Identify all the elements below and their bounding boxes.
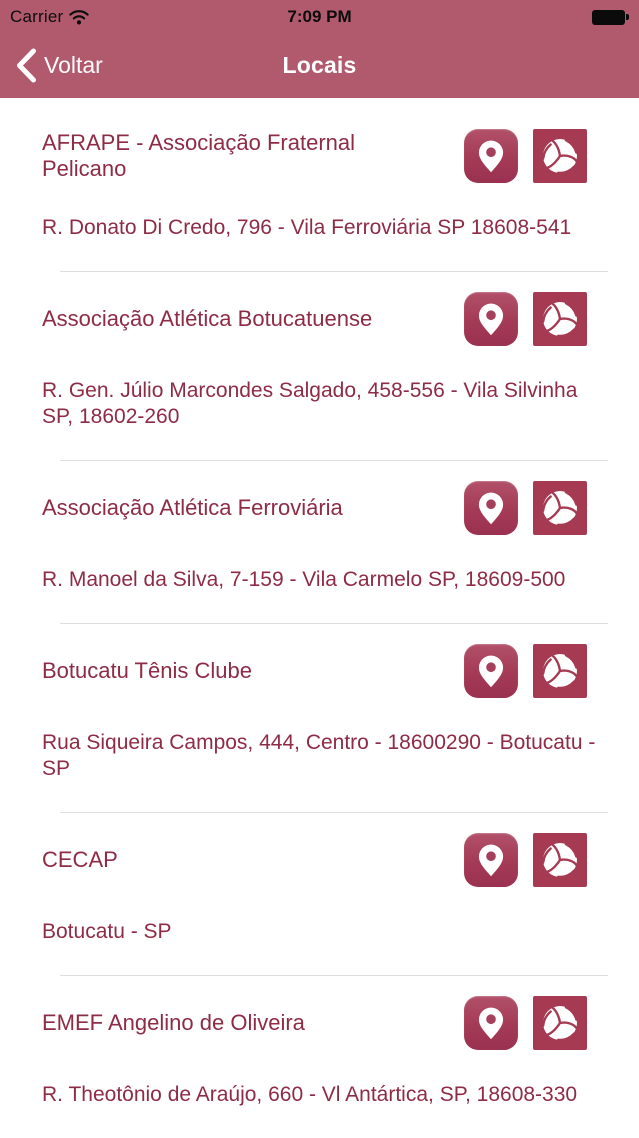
- location-name: AFRAPE - Associação Fraternal Pelicano: [42, 130, 356, 181]
- location-address: R. Donato Di Credo, 796 - Vila Ferroviária SP 18608-541: [42, 216, 572, 239]
- location-address: R. Manoel da Silva, 7-159 - Vila Carmelo SP, 18609-500: [42, 568, 566, 591]
- map-pin-icon: [471, 651, 511, 691]
- volleyball-button[interactable]: [533, 833, 587, 887]
- location-address: R. Theotônio de Araújo, 660 - Vl Antártica, SP, 18608-330: [42, 1083, 578, 1106]
- list-item: [0, 461, 639, 623]
- volleyball-button[interactable]: [533, 129, 587, 183]
- map-pin-button[interactable]: [464, 292, 518, 346]
- list-item: [0, 98, 639, 271]
- status-time: 7:09 PM: [287, 7, 352, 26]
- map-pin-icon: [471, 840, 511, 880]
- location-name: Botucatu Tênis Clube: [42, 658, 252, 683]
- map-pin-icon: [471, 1003, 511, 1043]
- volleyball-button[interactable]: [533, 292, 587, 346]
- nav-bar: [0, 32, 639, 98]
- list-item: [0, 624, 639, 812]
- volleyball-button[interactable]: [533, 481, 587, 535]
- location-address: R. Gen. Júlio Marcondes Salgado, 458-556 - Vila Silvinha SP, 18602-260: [42, 379, 578, 428]
- list-item: [0, 976, 639, 1138]
- back-button[interactable]: [14, 32, 103, 98]
- status-bar: [0, 0, 639, 32]
- volleyball-button[interactable]: [533, 996, 587, 1050]
- list-item: [0, 813, 639, 975]
- location-name: CECAP: [42, 847, 118, 872]
- map-pin-button[interactable]: [464, 644, 518, 698]
- location-name: EMEF Angelino de Oliveira: [42, 1010, 305, 1035]
- battery-icon: [592, 8, 629, 25]
- volleyball-icon: [538, 297, 582, 341]
- location-address: Botucatu - SP: [42, 920, 172, 943]
- map-pin-icon: [471, 488, 511, 528]
- volleyball-icon: [538, 134, 582, 178]
- volleyball-icon: [538, 649, 582, 693]
- map-pin-icon: [471, 136, 511, 176]
- location-name: Associação Atlética Ferroviária: [42, 495, 343, 520]
- volleyball-button[interactable]: [533, 644, 587, 698]
- volleyball-icon: [538, 486, 582, 530]
- map-pin-button[interactable]: [464, 129, 518, 183]
- chevron-left-icon: [14, 48, 37, 83]
- locations-list: [0, 98, 639, 1138]
- page-title: Locais: [282, 51, 357, 78]
- carrier-label: Carrier: [10, 7, 64, 26]
- location-address: Rua Siqueira Campos, 444, Centro - 18600290 - Botucatu - SP: [42, 731, 596, 780]
- map-pin-button[interactable]: [464, 996, 518, 1050]
- location-name: Associação Atlética Botucatuense: [42, 306, 373, 331]
- map-pin-button[interactable]: [464, 481, 518, 535]
- back-button-label: Voltar: [44, 51, 103, 78]
- volleyball-icon: [538, 838, 582, 882]
- map-pin-icon: [471, 299, 511, 339]
- map-pin-button[interactable]: [464, 833, 518, 887]
- volleyball-icon: [538, 1001, 582, 1045]
- header: [0, 0, 639, 98]
- list-item: [0, 272, 639, 460]
